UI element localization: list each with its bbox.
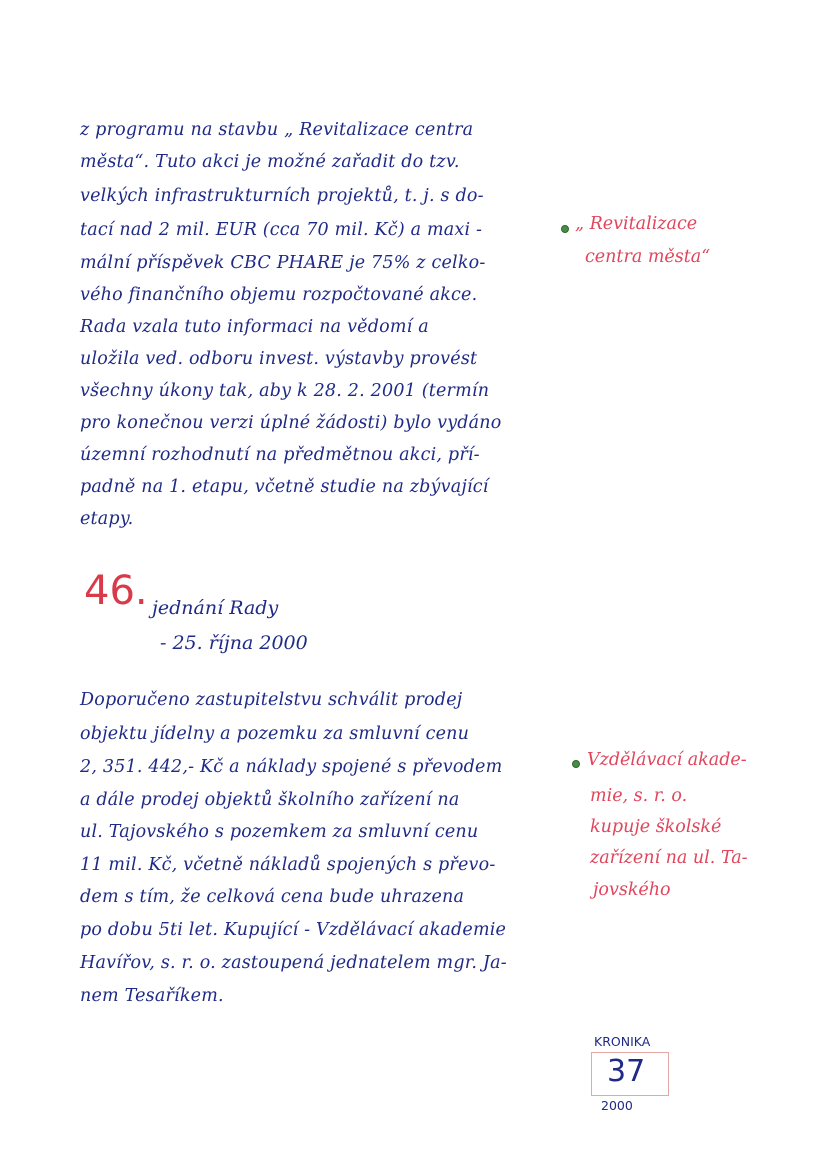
text-line: mální příspěvek CBC PHARE je 75% z celko-: [80, 253, 486, 273]
text-line: uložila ved. odboru invest. výstavby provést: [80, 349, 478, 369]
text-line: Havířov, s. r. o. zastoupená jednatelem mgr. Ja-: [80, 953, 507, 973]
text-line: Doporučeno zastupitelstvu schválit prodej: [80, 690, 463, 710]
stamp-label: KRONIKA: [594, 1034, 651, 1049]
text-line: ul. Tajovského s pozemkem za smluvní cenu: [80, 822, 479, 842]
side-note-line: centra města“: [585, 247, 711, 267]
text-line: všechny úkony tak, aby k 28. 2. 2001 (termín: [80, 381, 490, 401]
meeting-title: jednání Rady: [152, 597, 279, 619]
text-line: nem Tesaříkem.: [80, 986, 224, 1006]
side-note-line: „ Revitalizace: [575, 214, 698, 234]
text-line: tací nad 2 mil. EUR (cca 70 mil. Kč) a maxi -: [80, 220, 483, 240]
side-note-line: kupuje školské: [590, 817, 722, 837]
side-note-line: mie, s. r. o.: [590, 786, 688, 806]
margin-bullet-icon: [561, 225, 569, 233]
text-line: územní rozhodnutí na předmětnou akci, pří-: [80, 445, 480, 465]
text-line: Rada vzala tuto informaci na vědomí a: [80, 317, 429, 337]
side-note-line: zařízení na ul. Ta-: [590, 848, 748, 868]
page-number: 37: [607, 1054, 646, 1089]
text-line: velkých infrastrukturních projektů, t. j. s do-: [80, 186, 484, 206]
side-note-line: Vzdělávací akade-: [587, 750, 747, 770]
stamp-year: 2000: [601, 1098, 633, 1113]
margin-bullet-icon: [572, 760, 580, 768]
text-line: po dobu 5ti let. Kupující - Vzdělávací akademie: [80, 920, 507, 940]
text-line: a dále prodej objektů školního zařízení na: [80, 790, 460, 810]
text-line: pro konečnou verzi úplné žádosti) bylo vydáno: [80, 413, 502, 433]
text-line: objektu jídelny a pozemku za smluvní cenu: [80, 724, 470, 744]
text-line: 11 mil. Kč, včetně nákladů spojených s převo-: [80, 855, 496, 875]
meeting-number: 46.: [84, 568, 148, 614]
text-line: etapy.: [80, 509, 134, 529]
text-line: z programu na stavbu „ Revitalizace centra: [80, 120, 474, 140]
meeting-date: - 25. října 2000: [160, 632, 308, 654]
text-line: dem s tím, že celková cena bude uhrazena: [80, 887, 465, 907]
text-line: města“. Tuto akci je možné zařadit do tzv.: [80, 152, 460, 172]
text-line: vého finančního objemu rozpočtované akce.: [80, 285, 478, 305]
text-line: padně na 1. etapu, včetně studie na zbývající: [80, 477, 489, 497]
side-note-line: jovského: [593, 880, 671, 900]
text-line: 2, 351. 442,- Kč a náklady spojené s převodem: [80, 757, 503, 777]
